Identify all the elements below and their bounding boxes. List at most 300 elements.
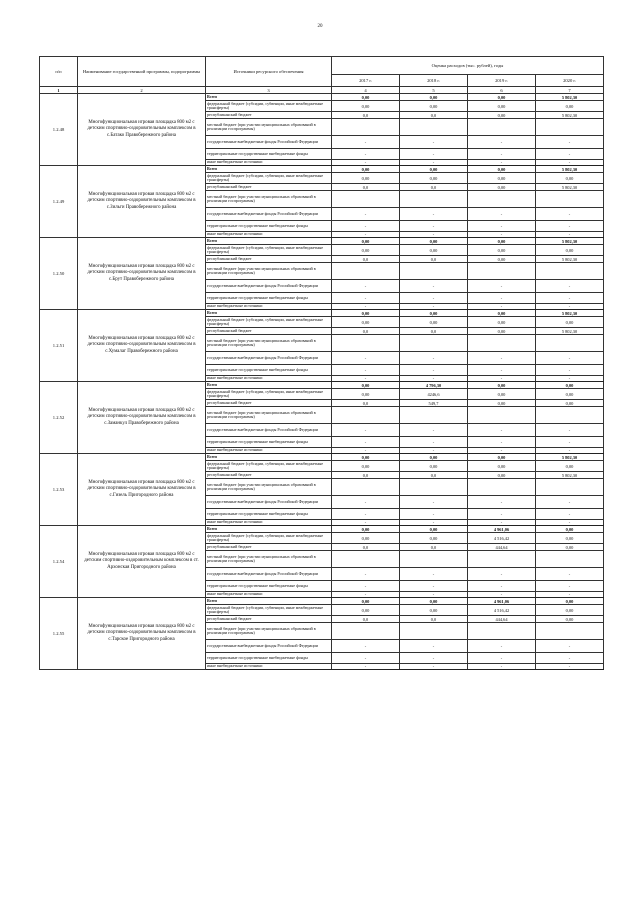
source-label: государственные внебюджетные фонды Российской Федерации [206,424,332,437]
source-label: республиканский бюджет [206,544,332,551]
source-label: республиканский бюджет [206,472,332,479]
value-cell: - [332,221,400,232]
value-cell [400,623,468,640]
item-name: Многофункциональная игровая площадка 800 м2 с детским спортивно-оздоровительным комплексом в с.Гизель Пригородного района [78,454,206,526]
value-cell: 5 802,30 [536,256,604,263]
value-cell: 0,00 [400,310,468,317]
value-cell: - [536,352,604,365]
value-cell: 4 796,30 [400,382,468,389]
value-cell: 5 802,30 [536,328,604,335]
value-cell: 0,00 [400,173,468,184]
value-cell: 444,64 [468,616,536,623]
value-cell: 0,00 [332,238,400,245]
value-cell: 0,00 [536,382,604,389]
value-cell: 0,00 [536,101,604,112]
item-name: Многофункциональная игровая площадка 800 м2 с детским спортивно-оздоровительным комплексом в с.Зильги Правобережного района [78,166,206,238]
value-cell: 0,00 [468,472,536,479]
source-label: иные внебюджетные источники [206,376,332,382]
value-cell: - [332,160,400,166]
table-row [40,598,604,605]
value-cell: 0,00 [468,173,536,184]
source-label: государственные внебюджетные фонды Российской Федерации [206,136,332,149]
value-cell: 0,00 [332,461,400,472]
header-source: Источники ресурсного обеспечения [206,57,332,87]
value-cell: 0,00 [400,598,468,605]
source-label: Всего [206,238,332,245]
value-cell: - [332,509,400,520]
header-year: 2018 г. [400,75,468,87]
value-cell: - [468,136,536,149]
value-cell: - [468,376,536,382]
value-cell: 0,00 [468,101,536,112]
value-cell: 0,00 [468,328,536,335]
value-cell: - [536,448,604,454]
value-cell: 0,00 [332,245,400,256]
value-cell: 0,0 [332,112,400,119]
value-cell: - [468,221,536,232]
value-cell: - [468,509,536,520]
value-cell: 0,00 [400,94,468,101]
value-cell: - [468,653,536,664]
value-cell [536,119,604,136]
value-cell: - [400,437,468,448]
value-cell: - [332,437,400,448]
value-cell: - [332,280,400,293]
value-cell: 0,0 [332,184,400,191]
value-cell: - [468,437,536,448]
value-cell: - [468,581,536,592]
value-cell: 0,00 [468,389,536,400]
value-cell: 0,00 [468,310,536,317]
value-cell: - [400,496,468,509]
value-cell: 0,00 [400,245,468,256]
source-label: государственные внебюджетные фонды Российской Федерации [206,208,332,221]
value-cell: 0,00 [400,533,468,544]
source-label: федеральный бюджет (субсидии, субвенции, иные межбюджетные трансферты) [206,173,332,184]
source-label: Всего [206,94,332,101]
value-cell: 0,00 [332,173,400,184]
value-cell: 0,0 [332,544,400,551]
value-cell: 0,00 [536,616,604,623]
item-name: Многофункциональная игровая площадка 800 м2 с детским спортивно-оздоровительным комплексом в ст. Архонская Пригородного района [78,526,206,598]
value-cell: 4 961,06 [468,598,536,605]
header-name: Наименование государственной программы, подпрограммы [78,57,206,87]
value-cell: 0,00 [332,605,400,616]
source-label: федеральный бюджет (субсидии, субвенции, иные межбюджетные трансферты) [206,101,332,112]
value-cell: 0,00 [468,461,536,472]
value-cell [536,551,604,568]
value-cell: - [468,664,536,670]
table-header [40,57,604,94]
value-cell: - [400,293,468,304]
value-cell: 0,00 [536,245,604,256]
value-cell: 4 516,42 [468,533,536,544]
value-cell [332,407,400,424]
source-label: иные внебюджетные источники [206,304,332,310]
value-cell: 0,0 [400,328,468,335]
value-cell: 0,0 [332,616,400,623]
value-cell: 4 961,06 [468,526,536,533]
source-label: республиканский бюджет [206,256,332,263]
source-label: местный бюджет (при участии муниципальных образований в реализации госпрограммы) [206,551,332,568]
source-label: республиканский бюджет [206,616,332,623]
value-cell: 5 802,30 [536,472,604,479]
column-index: 3 [206,87,332,94]
value-cell: - [332,376,400,382]
source-label: федеральный бюджет (субсидии, субвенции, иные межбюджетные трансферты) [206,605,332,616]
source-label: местный бюджет (при участии муниципальных образований в реализации госпрограммы) [206,407,332,424]
value-cell: - [332,640,400,653]
value-cell: 0,00 [468,382,536,389]
value-cell: 0,00 [536,544,604,551]
value-cell: 0,00 [468,245,536,256]
value-cell: 0,00 [468,166,536,173]
value-cell: 0,00 [332,389,400,400]
value-cell: 0,00 [468,238,536,245]
item-name: Многофункциональная игровая площадка 800 м2 с детским спортивно-оздоровительным комплексом в с.Тарское Пригородного района [78,598,206,670]
value-cell: - [400,424,468,437]
value-cell: 0,00 [536,605,604,616]
value-cell: - [536,365,604,376]
value-cell: 5 802,30 [536,454,604,461]
value-cell: 0,00 [536,389,604,400]
value-cell: - [468,160,536,166]
value-cell: 4 516,42 [468,605,536,616]
source-label: иные внебюджетные источники [206,520,332,526]
value-cell: 0,00 [400,605,468,616]
value-cell: - [400,232,468,238]
value-cell: 0,00 [400,238,468,245]
value-cell [332,623,400,640]
value-cell: 5 802,30 [536,166,604,173]
value-cell: 0,00 [536,173,604,184]
value-cell: - [332,568,400,581]
column-index: 5 [400,87,468,94]
value-cell [400,119,468,136]
value-cell: - [400,592,468,598]
value-cell: 0,00 [468,112,536,119]
value-cell: - [468,232,536,238]
value-cell: 0,00 [536,526,604,533]
value-cell: 0,0 [400,472,468,479]
header-num: п/п [40,57,78,87]
item-name: Многофункциональная игровая площадка 800 м2 с детским спортивно-оздоровительным комплексом в с.Батако Правобережного района [78,94,206,166]
value-cell [536,623,604,640]
value-cell: - [468,448,536,454]
value-cell: - [536,160,604,166]
value-cell: - [332,208,400,221]
value-cell [400,479,468,496]
value-cell: 0,00 [332,382,400,389]
value-cell: - [332,149,400,160]
value-cell: - [332,304,400,310]
table-row [40,526,604,533]
source-label: местный бюджет (при участии муниципальных образований в реализации госпрограммы) [206,119,332,136]
value-cell: 0,00 [400,101,468,112]
source-label: государственные внебюджетные фонды Российской Федерации [206,352,332,365]
value-cell: - [468,365,536,376]
value-cell: 0,00 [536,400,604,407]
value-cell: 0,00 [332,101,400,112]
source-label: федеральный бюджет (субсидии, субвенции, иные межбюджетные трансферты) [206,533,332,544]
value-cell: 0,00 [332,533,400,544]
source-label: территориальные государственные внебюджетные фонды [206,509,332,520]
value-cell: 0,00 [536,461,604,472]
value-cell [332,191,400,208]
item-index: 1.2.54 [40,526,78,598]
value-cell: - [468,208,536,221]
value-cell: - [536,232,604,238]
value-cell: - [400,365,468,376]
value-cell: 0,00 [400,461,468,472]
header-year: 2017 г. [332,75,400,87]
value-cell: 0,00 [400,526,468,533]
value-cell: - [536,509,604,520]
value-cell: - [400,376,468,382]
value-cell: 0,00 [536,598,604,605]
value-cell: 0,00 [400,317,468,328]
value-cell: 0,00 [468,454,536,461]
value-cell: 0,00 [468,94,536,101]
value-cell: - [468,280,536,293]
value-cell: - [536,664,604,670]
value-cell: - [536,149,604,160]
value-cell: - [536,592,604,598]
value-cell: 0,00 [400,166,468,173]
value-cell: - [536,424,604,437]
item-index: 1.2.55 [40,598,78,670]
value-cell [468,119,536,136]
value-cell: - [332,592,400,598]
value-cell: 0,00 [468,400,536,407]
value-cell: 0,0 [400,256,468,263]
source-label: территориальные государственные внебюджетные фонды [206,293,332,304]
value-cell: 0,0 [400,112,468,119]
value-cell: - [536,568,604,581]
value-cell [536,263,604,280]
table-row [40,94,604,101]
value-cell: - [536,208,604,221]
value-cell: - [468,352,536,365]
value-cell: 0,00 [468,184,536,191]
value-cell [468,623,536,640]
value-cell: - [400,221,468,232]
value-cell: - [536,221,604,232]
value-cell [400,335,468,352]
value-cell: - [400,136,468,149]
value-cell [400,263,468,280]
value-cell: 5 802,30 [536,112,604,119]
source-label: местный бюджет (при участии муниципальных образований в реализации госпрограммы) [206,623,332,640]
source-label: территориальные государственные внебюджетные фонды [206,437,332,448]
value-cell [536,407,604,424]
source-label: Всего [206,382,332,389]
source-label: местный бюджет (при участии муниципальных образований в реализации госпрограммы) [206,335,332,352]
source-label: федеральный бюджет (субсидии, субвенции, иные межбюджетные трансферты) [206,461,332,472]
value-cell: - [536,136,604,149]
source-label: республиканский бюджет [206,112,332,119]
value-cell: - [400,304,468,310]
value-cell: 0,00 [332,166,400,173]
value-cell: 0,00 [400,454,468,461]
value-cell: 0,0 [332,256,400,263]
value-cell: - [332,581,400,592]
value-cell [332,551,400,568]
value-cell [332,119,400,136]
source-label: Всего [206,526,332,533]
value-cell: - [332,653,400,664]
source-label: Всего [206,598,332,605]
item-name: Многофункциональная игровая площадка 800 м2 с детским спортивно-оздоровительным комплексом в с.Хумалаг Правобережного района [78,310,206,382]
source-label: иные внебюджетные источники [206,160,332,166]
source-label: территориальные государственные внебюджетные фонды [206,581,332,592]
value-cell: 0,00 [332,454,400,461]
source-label: федеральный бюджет (субсидии, субвенции, иные межбюджетные трансферты) [206,245,332,256]
value-cell: - [400,509,468,520]
value-cell: - [468,424,536,437]
value-cell [332,263,400,280]
value-cell: - [332,448,400,454]
item-index: 1.2.48 [40,94,78,166]
header-year: 2020 г. [536,75,604,87]
value-cell: - [536,304,604,310]
source-label: государственные внебюджетные фонды Российской Федерации [206,640,332,653]
item-index: 1.2.52 [40,382,78,454]
value-cell: 5 802,30 [536,310,604,317]
value-cell [536,191,604,208]
source-label: территориальные государственные внебюджетные фонды [206,221,332,232]
value-cell: 0,00 [332,94,400,101]
value-cell: 5 802,30 [536,184,604,191]
value-cell: - [536,280,604,293]
item-name: Многофункциональная игровая площадка 800 м2 с детским спортивно-оздоровительным комплексом в с.Заманкул Правобережного района [78,382,206,454]
value-cell: - [332,352,400,365]
value-cell: - [536,653,604,664]
value-cell: 0,0 [332,472,400,479]
value-cell [468,263,536,280]
value-cell: - [400,280,468,293]
value-cell: 0,0 [400,616,468,623]
value-cell: 0,00 [468,256,536,263]
source-label: федеральный бюджет (субсидии, субвенции, иные межбюджетные трансферты) [206,389,332,400]
value-cell: - [332,520,400,526]
value-cell: 0,0 [400,544,468,551]
column-index: 7 [536,87,604,94]
value-cell: - [400,208,468,221]
value-cell: - [536,581,604,592]
source-label: федеральный бюджет (субсидии, субвенции, иные межбюджетные трансферты) [206,317,332,328]
value-cell: - [468,304,536,310]
source-label: республиканский бюджет [206,400,332,407]
value-cell: - [332,232,400,238]
value-cell [468,407,536,424]
value-cell: - [400,160,468,166]
value-cell: 0,00 [332,526,400,533]
source-label: республиканский бюджет [206,328,332,335]
value-cell [468,551,536,568]
value-cell: - [536,293,604,304]
value-cell: - [400,640,468,653]
value-cell [468,335,536,352]
value-cell: 4246,6 [400,389,468,400]
value-cell: - [400,653,468,664]
value-cell: 0,00 [468,317,536,328]
value-cell: - [400,568,468,581]
source-label: местный бюджет (при участии муниципальных образований в реализации госпрограммы) [206,479,332,496]
value-cell [400,407,468,424]
value-cell [332,335,400,352]
value-cell [536,479,604,496]
table-row [40,382,604,389]
value-cell: 0,00 [536,533,604,544]
column-index: 1 [40,87,78,94]
table-row [40,238,604,245]
value-cell: - [400,352,468,365]
source-label: иные внебюджетные источники [206,448,332,454]
value-cell: - [400,664,468,670]
value-cell: - [468,293,536,304]
source-label: территориальные государственные внебюджетные фонды [206,653,332,664]
table-body [40,94,604,670]
value-cell: - [332,424,400,437]
value-cell: - [332,365,400,376]
item-index: 1.2.53 [40,454,78,526]
value-cell: - [332,136,400,149]
source-label: Всего [206,310,332,317]
source-label: государственные внебюджетные фонды Российской Федерации [206,568,332,581]
value-cell: - [332,293,400,304]
value-cell: 5 802,30 [536,94,604,101]
value-cell: - [536,520,604,526]
source-label: местный бюджет (при участии муниципальных образований в реализации госпрограммы) [206,191,332,208]
value-cell: - [468,592,536,598]
value-cell: - [536,640,604,653]
value-cell: - [332,664,400,670]
value-cell: - [536,496,604,509]
value-cell: - [468,149,536,160]
value-cell: - [468,520,536,526]
value-cell [400,551,468,568]
source-label: иные внебюджетные источники [206,664,332,670]
value-cell: 0,0 [400,184,468,191]
source-label: государственные внебюджетные фонды Российской Федерации [206,496,332,509]
value-cell: 549,7 [400,400,468,407]
source-label: государственные внебюджетные фонды Российской Федерации [206,280,332,293]
resource-table [39,56,604,670]
source-label: Всего [206,166,332,173]
item-index: 1.2.51 [40,310,78,382]
header-estimate: Оценка расходов (тыс. рублей), годы [332,57,604,75]
value-cell: - [468,496,536,509]
table-row [40,310,604,317]
value-cell: 444,64 [468,544,536,551]
table-row [40,166,604,173]
value-cell: - [332,496,400,509]
source-label: Всего [206,454,332,461]
value-cell: 0,00 [536,317,604,328]
value-cell: - [400,520,468,526]
source-label: иные внебюджетные источники [206,232,332,238]
item-index: 1.2.49 [40,166,78,238]
value-cell [468,479,536,496]
value-cell: 0,00 [332,317,400,328]
value-cell: 0,00 [332,310,400,317]
item-index: 1.2.50 [40,238,78,310]
value-cell [468,191,536,208]
value-cell: 0,00 [332,598,400,605]
value-cell: 5 802,30 [536,238,604,245]
value-cell: - [536,437,604,448]
